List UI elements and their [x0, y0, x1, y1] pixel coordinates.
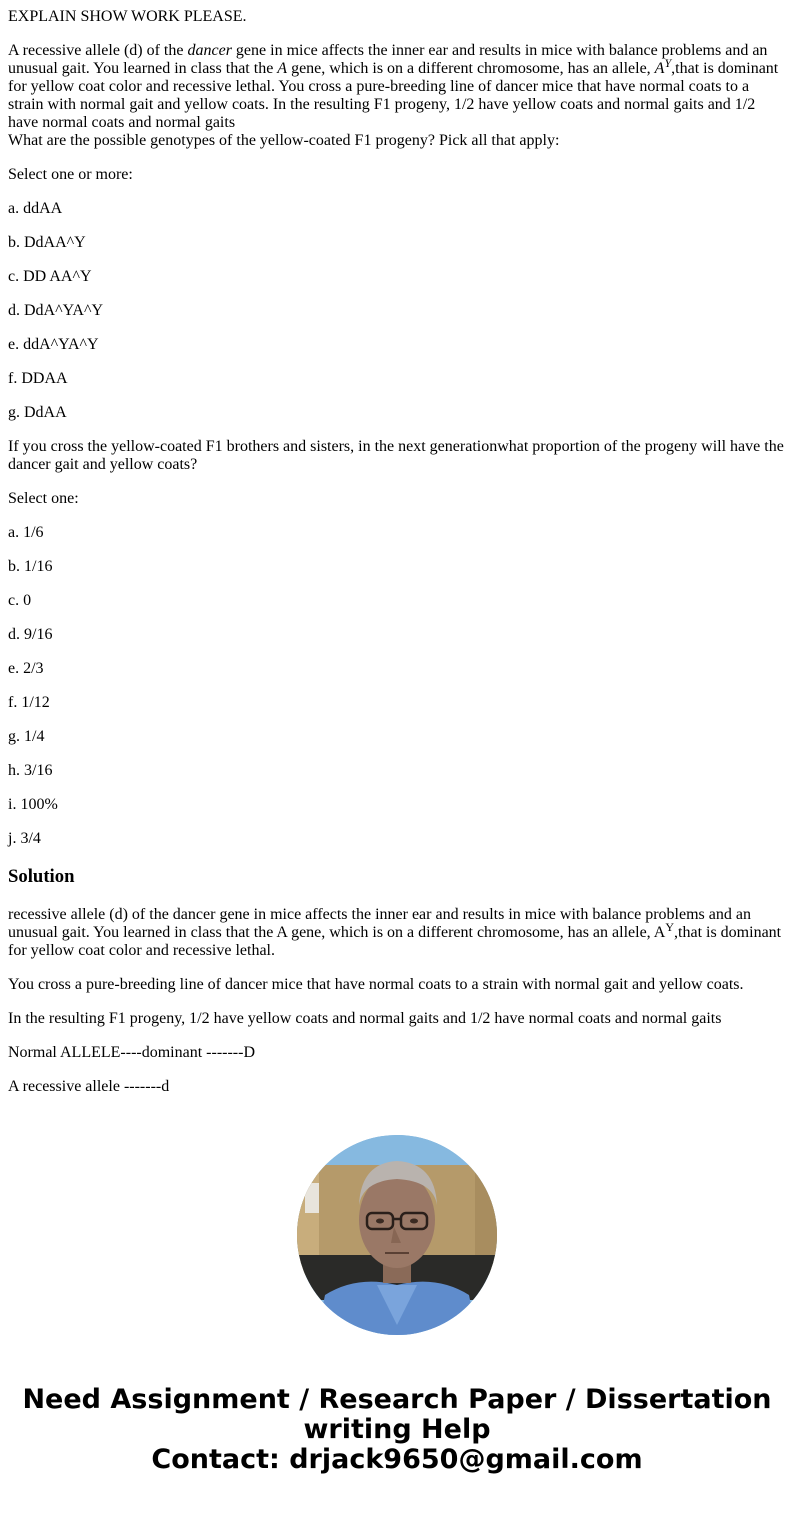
q1-options-list [8, 200, 786, 422]
allele-symbol: $A^Y$ [654, 56, 672, 77]
q2-select-label: Select one: [8, 490, 79, 507]
portrait-icon [297, 1135, 497, 1335]
q2-options-list [8, 524, 786, 848]
solution-paragraph-3: In the resulting F1 progeny, 1/2 have yellow coats and normal gaits and 1/2 have normal coats and normal gaits [8, 1010, 722, 1027]
promo-headline: Need Assignment / Research Paper / Dissertation writing Help [22, 1384, 772, 1445]
solution-paragraph-1: recessive allele (d) of the dancer gene in mice affects the inner ear and results in mice with balance problems and an unusual gait. You learned in class that the A gene, which is on a different chromosome, has an allele, $A^Y,that$ is dominant for yellow coat color and recessive lethal. [8, 906, 782, 959]
q1-option[interactable]: e. ddA^YA^Y [8, 336, 99, 353]
q2-option[interactable]: c. 0 [8, 592, 32, 609]
author-avatar [297, 1135, 497, 1335]
q1-option[interactable]: f. DDAA [8, 370, 68, 387]
gene-name-dancer: dancer [187, 42, 232, 59]
gene-name-a: A [277, 60, 288, 77]
q1-option[interactable]: b. DdAA^Y [8, 234, 86, 251]
header-instruction: EXPLAIN SHOW WORK PLEASE. [8, 8, 247, 25]
promo-contact: Contact: drjack9650@gmail.com [151, 1444, 643, 1475]
promo-banner [8, 1385, 786, 1475]
solution-paragraph-5: A recessive allele -------d [8, 1078, 170, 1095]
q2-option[interactable]: b. 1/16 [8, 558, 53, 575]
q2-option[interactable]: f. 1/12 [8, 694, 50, 711]
q2-option[interactable]: e. 2/3 [8, 660, 44, 677]
q1-prompt: What are the possible genotypes of the yellow-coated F1 progeny? Pick all that apply: [8, 132, 560, 149]
q2-option[interactable]: a. 1/6 [8, 524, 44, 541]
q1-select-label: Select one or more: [8, 166, 133, 183]
q2-option[interactable]: i. 100% [8, 796, 58, 813]
q2-option[interactable]: j. 3/4 [8, 830, 41, 847]
q2-prompt: If you cross the yellow-coated F1 brothers and sisters, in the next generationwhat proportion of the progeny will have the dancer gait and yellow coats? [8, 438, 784, 473]
author-photo-container [8, 1135, 786, 1335]
q2-option[interactable]: g. 1/4 [8, 728, 45, 745]
q1-option[interactable]: c. DD AA^Y [8, 268, 92, 285]
solution-paragraph-4: Normal ALLELE----dominant -------D [8, 1044, 256, 1061]
q2-option[interactable]: h. 3/16 [8, 762, 53, 779]
solution-heading: Solution [8, 866, 75, 887]
solution-paragraph-2: You cross a pure-breeding line of dancer mice that have normal coats to a strain with normal gait and yellow coats. [8, 976, 744, 993]
question-intro: A recessive allele (d) of the dancer gene in mice affects the inner ear and results in mice with balance problems and an unusual gait. You learned in class that the A gene, which is on a different chromosome, has an allele, $A^Y,that$ is dominant for yellow coat color and recessive lethal. You cross a pure-breeding line of dancer mice that have normal coats to a strain with normal gait and yellow coats. In the resulting F1 progeny, 1/2 have yellow coats and normal gaits and 1/2 have normal coats and normal gaits What are the possible genotypes of the yellow-coated F1 progeny? Pick all that apply: [8, 42, 779, 149]
q1-option[interactable]: g. DdAA [8, 404, 67, 421]
q2-option[interactable]: d. 9/16 [8, 626, 53, 643]
q1-option[interactable]: d. DdA^YA^Y [8, 302, 104, 319]
q1-option[interactable]: a. ddAA [8, 200, 63, 217]
